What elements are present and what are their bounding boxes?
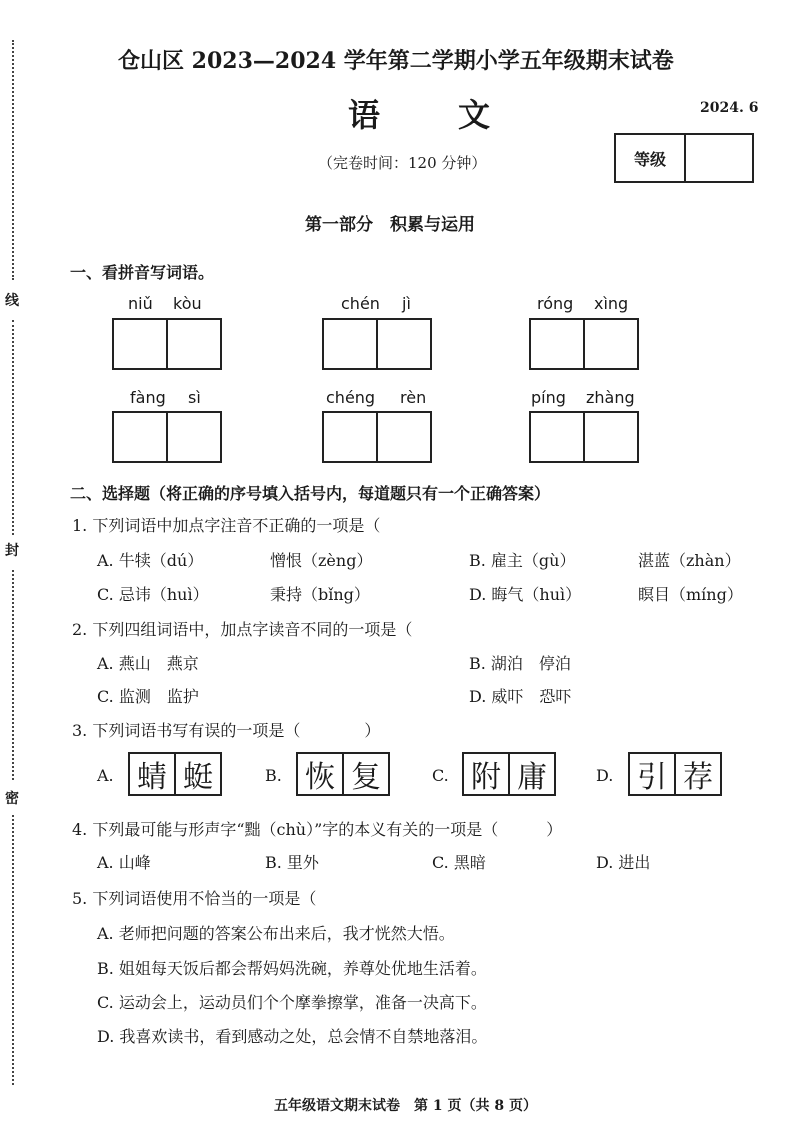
- q3-a-char-2: 蜓: [174, 754, 220, 794]
- q3-b-char-2: 复: [342, 754, 388, 794]
- binding-dotted-line-lower: [12, 570, 14, 780]
- answer-box-6[interactable]: [529, 411, 639, 463]
- q2-option-b: B. 湖泊 停泊: [469, 654, 571, 673]
- question-2-stem: 2. 下列四组词语中，加点字读音不同的一项是（: [72, 620, 413, 639]
- q3-a-char-1: 蜻: [137, 760, 167, 795]
- q3-c-char-2: 庸: [508, 754, 554, 794]
- q3-option-c-label: C.: [432, 766, 449, 785]
- part-one-heading: 第一部分 积累与运用: [305, 215, 475, 235]
- q3-option-a-label: A.: [97, 766, 114, 785]
- binding-mark-seal: 封: [5, 543, 19, 559]
- q1-option-d-2: 瞑目（míng）: [638, 585, 743, 604]
- answer-box-5[interactable]: [322, 411, 432, 463]
- q3-option-a-box: [128, 752, 222, 796]
- answer-box-3[interactable]: [529, 318, 639, 370]
- q1-option-a-2: 憎恨（zèng）: [270, 551, 373, 570]
- pinyin-6a: píng: [531, 388, 566, 407]
- pinyin-4b: sì: [188, 388, 201, 407]
- q2-option-d: D. 威吓 恐吓: [469, 687, 572, 706]
- q5-option-b: B. 姐姐每天饭后都会帮妈妈洗碗，养尊处优地生活着。: [97, 959, 487, 978]
- q1-option-c-2: 秉持（bǐng）: [270, 585, 370, 604]
- q5-option-d: D. 我喜欢读书，看到感动之处，总会情不自禁地落泪。: [97, 1027, 488, 1046]
- grade-box: [614, 133, 754, 183]
- q3-option-b-box: [296, 752, 390, 796]
- binding-dotted-line-middle: [12, 320, 14, 535]
- question-1-stem: 1. 下列词语中加点字注音不正确的一项是（: [72, 516, 381, 535]
- pinyin-3b: xìng: [594, 294, 629, 313]
- q3-d-char-2: 荐: [674, 754, 720, 794]
- q4-option-c: C. 黑暗: [432, 853, 486, 872]
- question-3-stem: 3. 下列词语书写有误的一项是（ ）: [72, 721, 381, 740]
- pinyin-5b: rèn: [400, 388, 427, 407]
- binding-mark-line: 线: [5, 293, 19, 309]
- q2-option-a: A. 燕山 燕京: [97, 654, 199, 673]
- section-one-title: 一、看拼音写词语。: [70, 263, 215, 282]
- answer-box-2[interactable]: [322, 318, 432, 370]
- q1-option-b-2: 湛蓝（zhàn）: [638, 551, 741, 570]
- q1-option-c-1: C. 忌讳（huì）: [97, 585, 209, 604]
- q3-option-d-box: [628, 752, 722, 796]
- binding-dotted-line-top: [12, 40, 14, 280]
- q3-d-char-1: 引: [637, 760, 667, 795]
- q3-option-d-label: D.: [596, 766, 614, 785]
- exam-date: 2024. 6: [700, 100, 759, 116]
- grade-label: 等级: [616, 135, 686, 181]
- answer-box-4[interactable]: [112, 411, 222, 463]
- pinyin-2b: jì: [402, 294, 411, 313]
- q5-option-a: A. 老师把问题的答案公布出来后，我才恍然大悟。: [97, 924, 455, 943]
- q2-option-c: C. 监测 监护: [97, 687, 199, 706]
- q3-option-b-label: B.: [265, 766, 282, 785]
- pinyin-4a: fàng: [130, 388, 166, 407]
- grade-field[interactable]: [686, 135, 752, 181]
- q3-option-c-box: [462, 752, 556, 796]
- pinyin-1a: niǔ: [128, 294, 153, 313]
- pinyin-3a: róng: [537, 294, 574, 313]
- q4-option-d: D. 进出: [596, 853, 651, 872]
- q4-option-b: B. 里外: [265, 853, 319, 872]
- exam-duration: （完卷时间：120 分钟）: [318, 154, 487, 172]
- pinyin-6b: zhàng: [586, 388, 635, 407]
- q5-option-c: C. 运动会上，运动员们个个摩拳擦掌，准备一决高下。: [97, 993, 487, 1012]
- q1-option-b-1: B. 雇主（gù）: [469, 551, 576, 570]
- subject-title: 语文: [348, 96, 569, 134]
- exam-title: 仓山区 2023—2024 学年第二学期小学五年级期末试卷: [118, 48, 674, 74]
- page-footer: 五年级语文期末试卷 第 1 页（共 8 页）: [274, 1098, 537, 1114]
- binding-mark-secret: 密: [5, 791, 19, 807]
- binding-dotted-line-bottom: [12, 815, 14, 1085]
- question-5-stem: 5. 下列词语使用不恰当的一项是（: [72, 889, 317, 908]
- q1-option-a-1: A. 牛犊（dú）: [97, 551, 204, 570]
- pinyin-2a: chén: [341, 294, 380, 313]
- q3-c-char-1: 附: [471, 760, 501, 795]
- q1-option-d-1: D. 晦气（huì）: [469, 585, 582, 604]
- q3-b-char-1: 恢: [305, 760, 335, 795]
- pinyin-1b: kòu: [173, 294, 202, 313]
- answer-box-1[interactable]: [112, 318, 222, 370]
- section-two-title: 二、选择题（将正确的序号填入括号内，每道题只有一个正确答案）: [70, 484, 551, 503]
- pinyin-5a: chéng: [326, 388, 376, 407]
- question-4-stem: 4. 下列最可能与形声字“黜（chù）”字的本义有关的一项是（ ）: [72, 820, 563, 839]
- q4-option-a: A. 山峰: [97, 853, 151, 872]
